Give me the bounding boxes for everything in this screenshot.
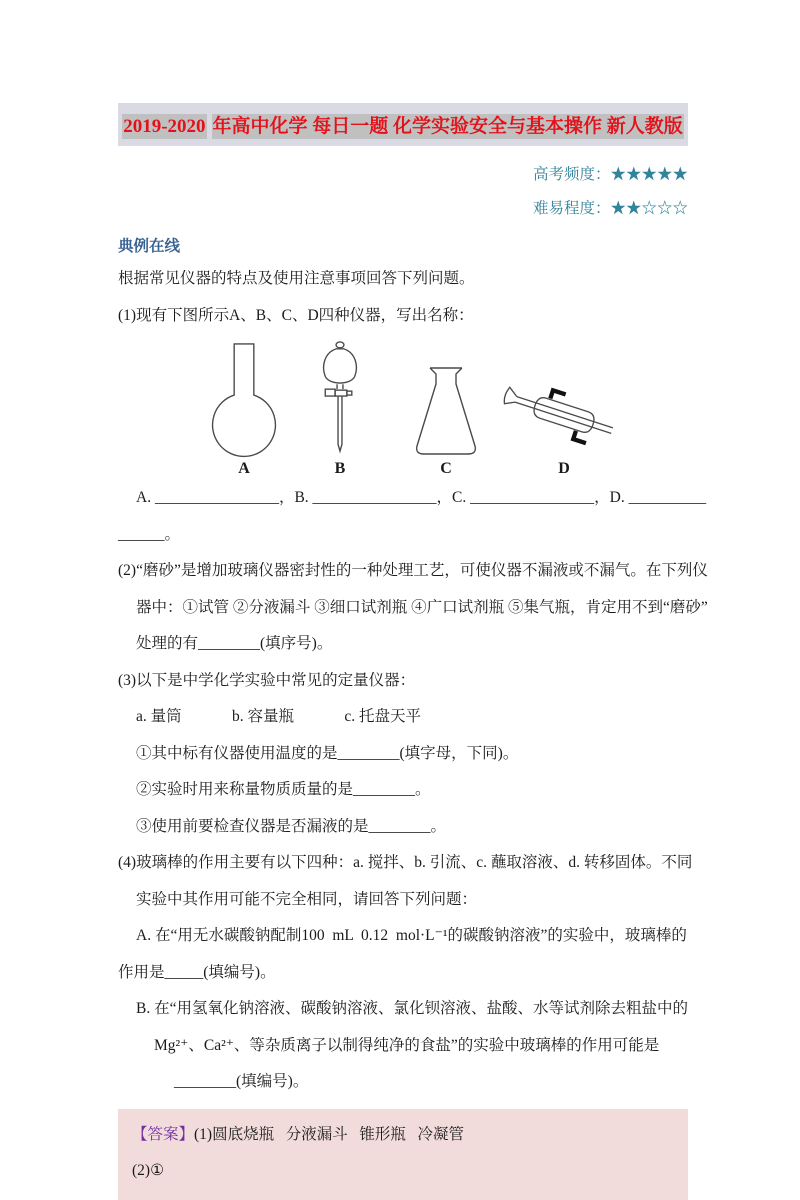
title-year: 2019-2020 [123,116,206,137]
instruments-figure [196,340,688,478]
figure-label-b: B [334,460,346,477]
q2-line2: 器中：①试管 ②分液漏斗 ③细口试剂瓶 ④广口试剂瓶 ⑤集气瓶，肯定用不到“磨砂” [136,598,708,616]
instrument-d-condenser [500,372,628,478]
q4-line2: 实验中其作用可能不完全相同，请回答下列问题： [136,890,478,908]
erlenmeyer-flask-icon [402,362,490,458]
figure-label-a: A [238,460,250,477]
round-bottom-flask-icon [200,340,288,458]
meta-block [118,158,688,226]
answer-label: 【答案】 [132,1125,195,1143]
q2-line3: 处理的有________(填序号)。 [136,635,333,652]
figure-label-c: C [440,460,452,477]
q1-prompt: (1)现有下图所示A、B、C、D四种仪器，写出名称： [118,306,474,324]
title-text: 年高中化学 每日一题 化学实验安全与基本操作 新人教版 [212,116,683,137]
q3-sub2: ②实验时用来称量物质质量的是________。 [136,781,431,798]
instrument-b-separating-funnel [294,340,386,478]
separating-funnel-icon [296,340,384,458]
q4-a-line1: A. 在“用无水碳酸钠配制100 mL 0.12 mol·L⁻¹的碳酸钠溶液”的实验中，玻璃棒的 [136,927,687,944]
q3-options: a. 量筒 b. 容量瓶 c. 托盘天平 [136,708,422,725]
q4-b-line3: ________(填编号)。 [174,1073,309,1090]
q2-line1: (2)“磨砂”是增加玻璃仪器密封性的一种处理工艺，可使仪器不漏液或不漏气。在下列仪 [118,562,708,579]
q4-b-line2: Mg²⁺、Ca²⁺、等杂质离子以制得纯净的食盐”的实验中玻璃棒的作用可能是 [154,1036,660,1054]
answer-line2: (2)① [132,1162,164,1179]
figure-label-d: D [558,460,570,477]
answer-line1-text: (1)圆底烧瓶 分液漏斗 锥形瓶 冷凝管 [194,1125,464,1143]
q4-a-line2: 作用是_____(填编号)。 [118,963,276,981]
answer-line1 [132,1117,688,1154]
exam-frequency: 高考频度：★★★★★ [532,166,688,183]
document-title [118,103,688,146]
intro-text: 根据常见仪器的特点及使用注意事项回答下列问题。 [118,270,475,287]
q1-blank-line-cont: ______。 [118,525,181,543]
section-header: 典例在线 [118,238,181,255]
q3-line1: (3)以下是中学化学实验中常见的定量仪器： [118,671,416,689]
q4-line1: (4)玻璃棒的作用主要有以下四种：a. 搅拌、b. 引流、c. 蘸取溶液、d. 转移固体。不同 [118,854,693,871]
q3-sub3: ③使用前要检查仪器是否漏液的是________。 [136,817,447,835]
difficulty-level: 难易程度：★★☆☆☆ [532,200,688,217]
instrument-c-erlenmeyer-flask [398,362,494,478]
q3-sub1: ①其中标有仪器使用温度的是________(填字母，下同)。 [136,744,519,762]
condenser-icon [502,372,626,458]
q1-blank-line: A. ________________，B. ________________，C. ________________，D. __________ [136,489,707,506]
answer-box [118,1109,688,1200]
document-content [118,0,708,1200]
q4-b-line1: B. 在“用氢氧化钠溶液、碳酸钠溶液、氯化钡溶液、盐酸、水等试剂除去粗盐中的 [136,1000,688,1017]
instrument-a-round-bottom-flask [196,340,292,478]
